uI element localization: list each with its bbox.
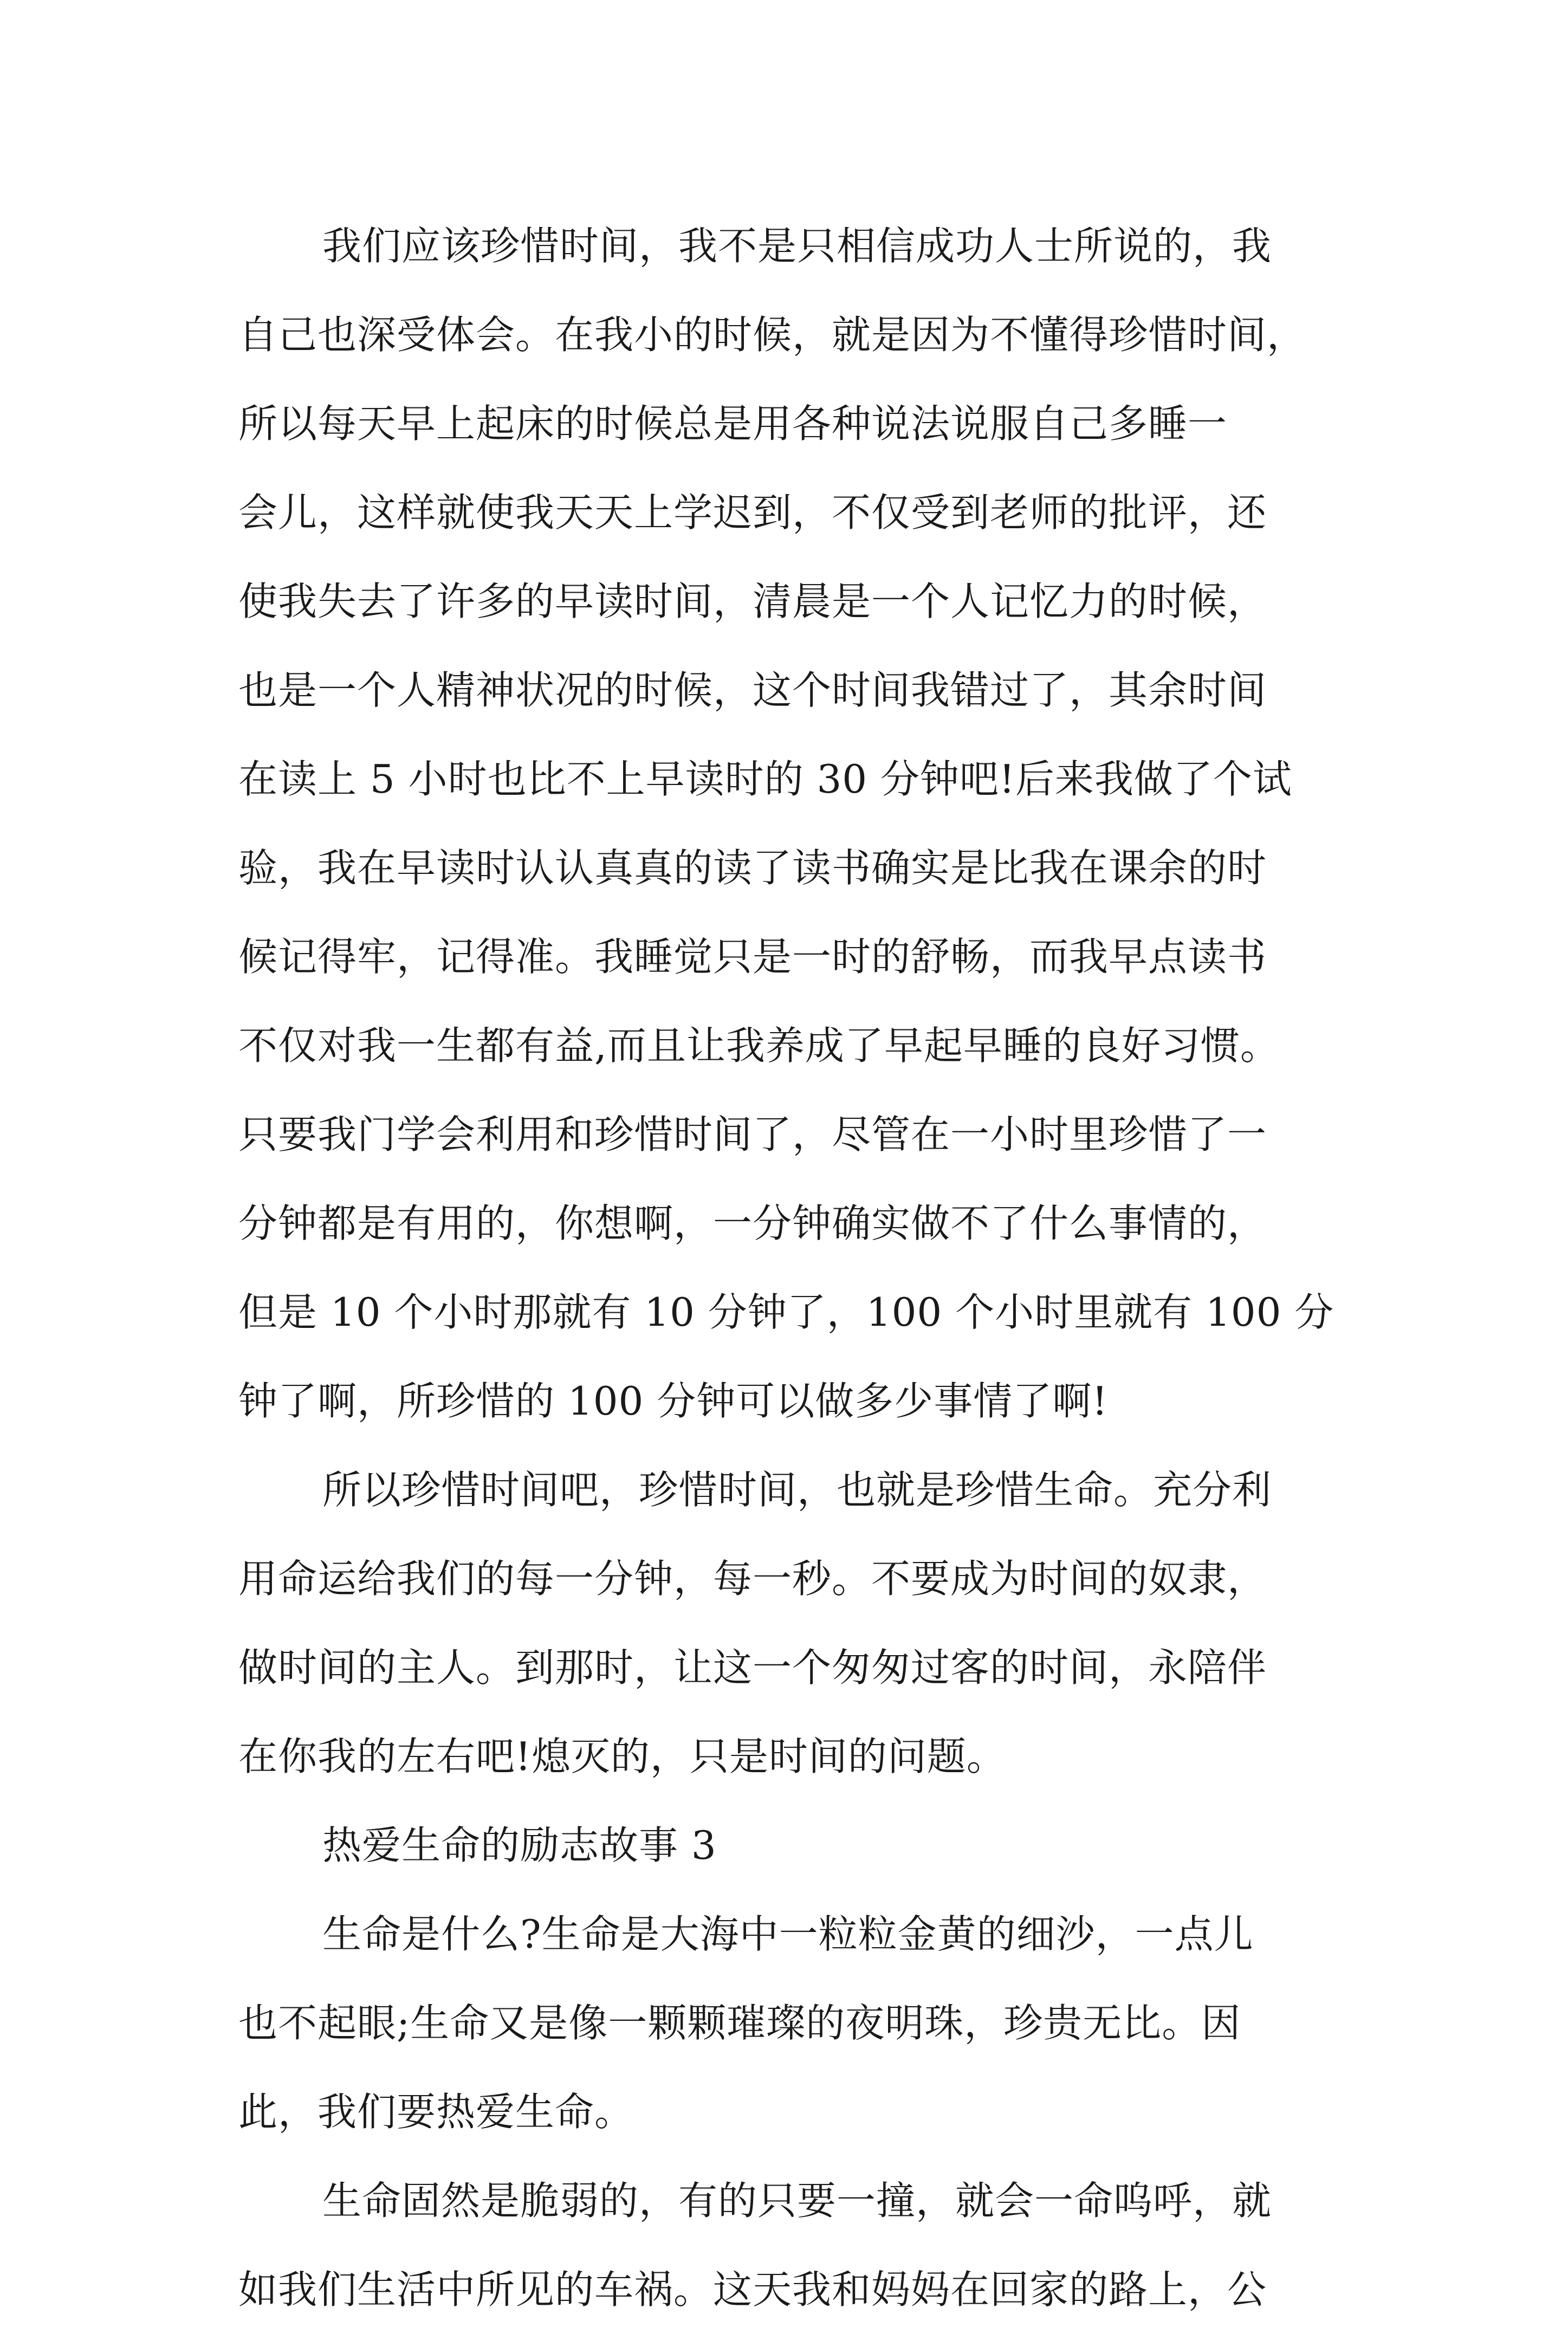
paragraph-line: 只要我门学会利用和珍惜时间了，尽管在一小时里珍惜了一: [238, 1112, 1267, 1157]
paragraph-line: 所以每天早上起床的时候总是用各种说法说服自己多睡一: [238, 401, 1228, 446]
paragraph-line: 此，我们要热爱生命。: [238, 2089, 634, 2135]
paragraph-line: 分钟都是有用的，你想啊，一分钟确实做不了什么事情的，: [238, 1201, 1267, 1246]
paragraph-line: 验，我在早读时认认真真的读了读书确实是比我在课余的时: [238, 845, 1267, 891]
paragraph-line: 用命运给我们的每一分钟，每一秒。不要成为时间的奴隶，: [238, 1556, 1267, 1602]
paragraph-line: 所以珍惜时间吧，珍惜时间，也就是珍惜生命。充分利: [322, 1467, 1272, 1513]
paragraph-line: 钟了啊，所珍惜的 100 分钟可以做多少事情了啊!: [238, 1378, 1109, 1424]
paragraph-line: 生命是什么?生命是大海中一粒粒金黄的细沙，一点儿: [322, 1911, 1254, 1957]
paragraph-line: 做时间的主人。到那时，让这一个匆匆过客的时间，永陪伴: [238, 1645, 1267, 1690]
document-body: [238, 202, 1333, 2334]
paragraph-line: 使我失去了许多的早读时间，清晨是一个人记忆力的时候，: [238, 579, 1267, 624]
paragraph-line: 也不起眼;生命又是像一颗颗璀璨的夜明珠，珍贵无比。因: [238, 2000, 1241, 2046]
paragraph-line: 在读上 5 小时也比不上早读时的 30 分钟吧!后来我做了个试: [238, 756, 1292, 802]
paragraph-line: 生命固然是脆弱的，有的只要一撞，就会一命呜呼，就: [322, 2178, 1272, 2223]
paragraph-line: 我们应该珍惜时间，我不是只相信成功人士所说的，我: [322, 223, 1272, 269]
paragraph-line: 如我们生活中所见的车祸。这天我和妈妈在回家的路上，公: [238, 2267, 1267, 2312]
paragraph-line: 在你我的左右吧!熄灭的，只是时间的问题。: [238, 1734, 1006, 1779]
paragraph-line: 不仅对我一生都有益,而且让我养成了早起早睡的良好习惯。: [238, 1023, 1280, 1068]
paragraph-line: 自己也深受体会。在我小的时候，就是因为不懂得珍惜时间，: [238, 312, 1307, 358]
section-heading: 热爱生命的励志故事 3: [322, 1823, 717, 1868]
paragraph-line: 也是一个人精神状况的时候，这个时间我错过了，其余时间: [238, 667, 1267, 713]
paragraph-line: 候记得牢，记得准。我睡觉只是一时的舒畅，而我早点读书: [238, 934, 1267, 980]
paragraph-line: 但是 10 个小时那就有 10 分钟了，100 个小时里就有 100 分: [238, 1289, 1334, 1335]
paragraph-line: 会儿，这样就使我天天上学迟到，不仅受到老师的批评，还: [238, 490, 1267, 535]
